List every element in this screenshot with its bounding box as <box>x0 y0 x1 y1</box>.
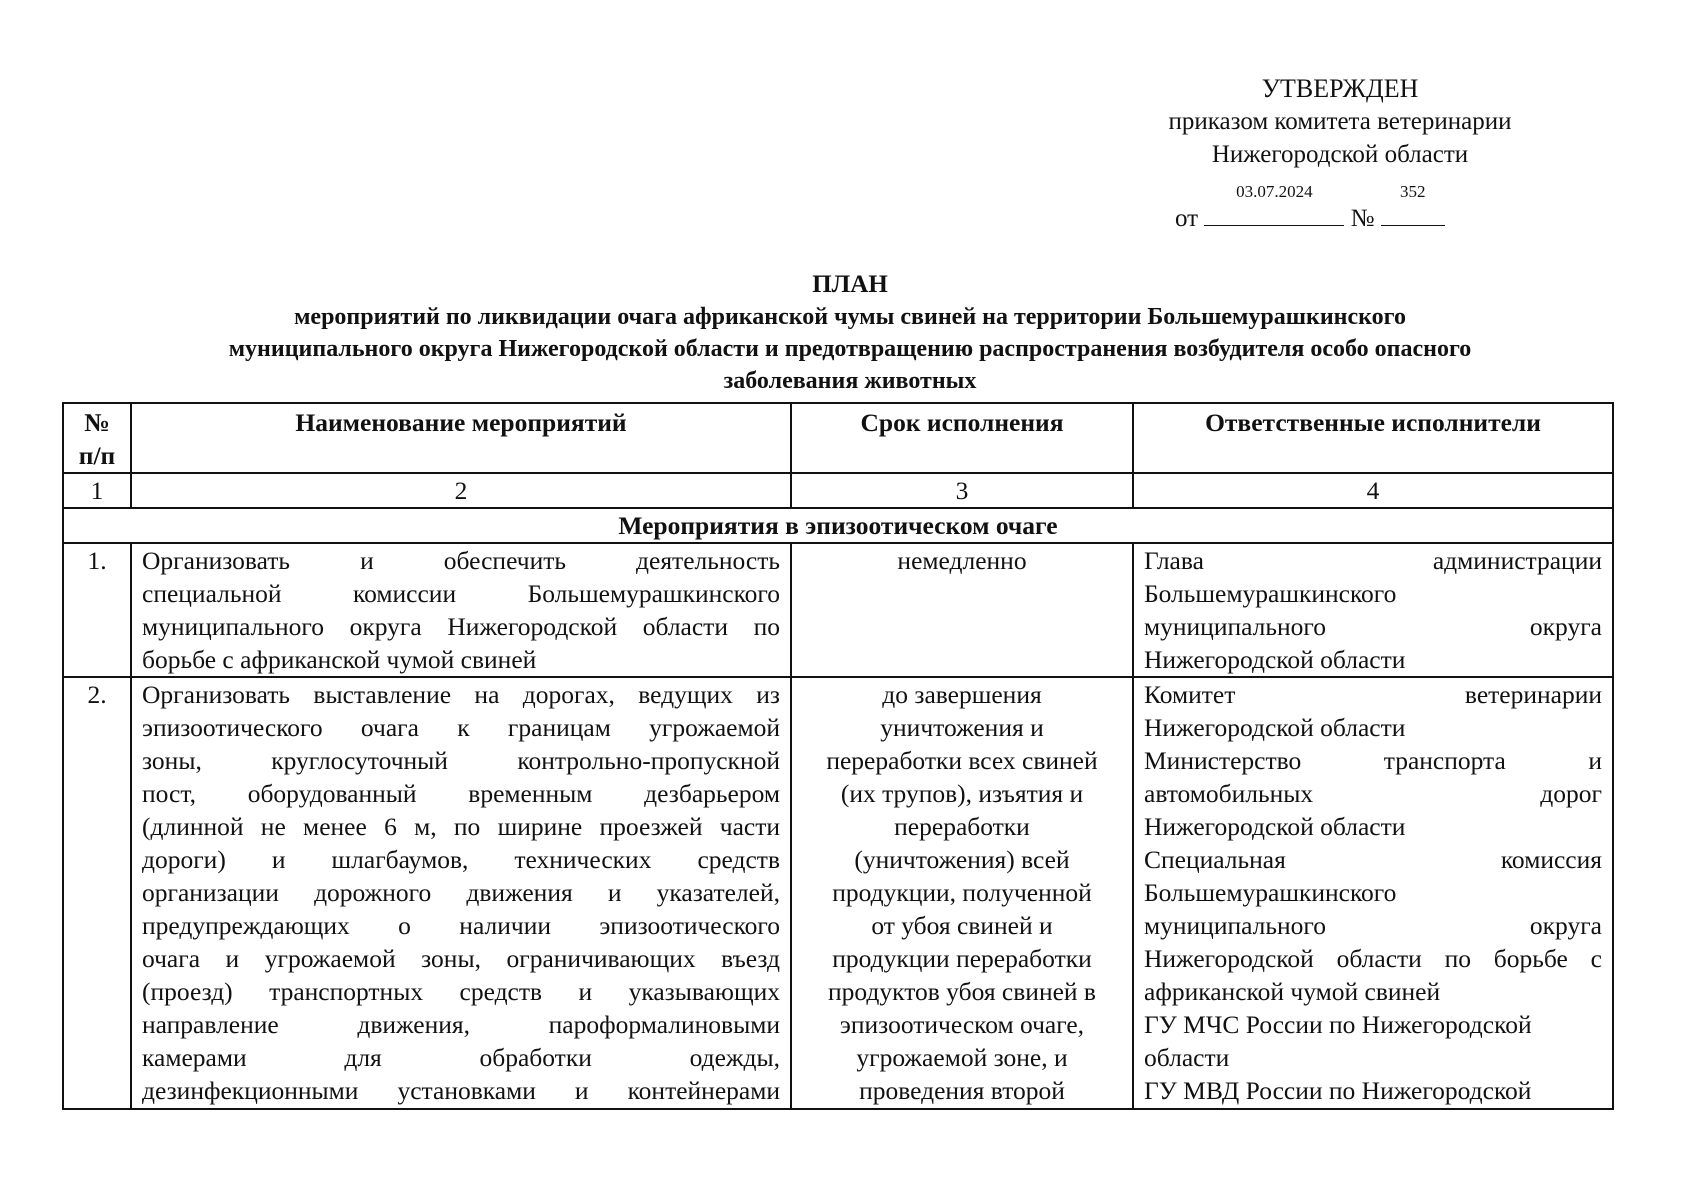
row-number: 2. <box>63 677 131 1109</box>
row-responsible-line: Большемурашкинского <box>1144 579 1397 608</box>
approval-authority: приказом комитета ветеринарии <box>1168 108 1512 135</box>
order-date-field <box>1204 182 1344 226</box>
row-responsible-line: Нижегородской области по борьбе с <box>1144 944 1602 973</box>
section-title: Мероприятия в эпизоотическом очаге <box>63 508 1613 543</box>
approval-stamp <box>1100 72 1580 171</box>
column-number: 4 <box>1133 473 1613 508</box>
row-name-line: предупреждающих о наличии эпизоотического <box>142 911 780 940</box>
header-deadline: Срок исполнения <box>791 403 1133 473</box>
row-deadline-line: переработки <box>894 812 1030 841</box>
row-responsible-line: Нижегородской области <box>1144 713 1406 742</box>
row-name-line: очага и угрожаемой зоны, ограничивающих въезд <box>142 944 780 973</box>
row-name-line: направление движения, пароформалиновыми <box>142 1010 780 1039</box>
row-deadline-line: угрожаемой зоне, и <box>856 1043 1068 1072</box>
row-responsible <box>1133 543 1613 677</box>
table-row <box>63 543 1613 677</box>
order-reference <box>1175 182 1445 233</box>
row-name-line: муниципального округа Нижегородской области по <box>142 612 780 641</box>
row-deadline-line: уничтожения и <box>880 713 1044 742</box>
header-responsible: Ответственные исполнители <box>1133 403 1613 473</box>
row-name <box>131 677 791 1109</box>
row-responsible <box>1133 677 1613 1109</box>
row-responsible-line: муниципального округа <box>1144 612 1602 641</box>
row-responsible-line: муниципального округа <box>1144 911 1602 940</box>
row-name-line: (проезд) транспортных средств и указывающих <box>142 977 780 1006</box>
approval-region: Нижегородской области <box>1211 141 1469 168</box>
row-number: 1. <box>63 543 131 677</box>
row-name-line: дороги) и шлагбаумов, технических средств <box>142 845 780 874</box>
row-name-line: (длинной не менее 6 м, по ширине проезжей части <box>142 812 780 841</box>
row-name-line: дезинфекционными установками и контейнерами <box>142 1076 780 1105</box>
row-deadline-line: переработки всех свиней <box>826 746 1098 775</box>
row-name <box>131 543 791 677</box>
row-responsible-line: ГУ МЧС России по Нижегородской <box>1144 1010 1532 1039</box>
row-name-line: пост, оборудованный временным дезбарьером <box>142 779 780 808</box>
row-responsible-line: Нижегородской области <box>1144 645 1406 674</box>
title-line-1: мероприятий по ликвидации очага африканской чумы свиней на территории Большемурашкинского <box>294 304 1406 330</box>
section-row <box>63 508 1613 543</box>
row-deadline-line: продукции переработки <box>832 944 1092 973</box>
row-deadline-text <box>802 678 1122 1108</box>
number-label: № <box>1350 205 1375 232</box>
row-deadline-line: (уничтожения) всей <box>854 845 1070 874</box>
row-name-text <box>142 678 780 1108</box>
row-deadline-line: продукции, полученной <box>832 878 1092 907</box>
row-deadline-line: от убоя свиней и <box>871 911 1053 940</box>
row-name-line: Организовать выставление на дорогах, ведущих из <box>142 680 780 709</box>
plan-table <box>62 402 1614 1110</box>
title-line-3: заболевания животных <box>723 368 977 394</box>
row-responsible-line: Комитет ветеринарии <box>1144 680 1602 709</box>
order-date: 03.07.2024 <box>1236 182 1313 201</box>
table-row <box>63 677 1613 1109</box>
row-deadline-line: до завершения <box>882 680 1042 709</box>
row-responsible-line: африканской чумой свиней <box>1144 977 1441 1006</box>
row-name-line: зоны, круглосуточный контрольно-пропускной <box>142 746 780 775</box>
row-deadline-line: проведения второй <box>859 1076 1065 1105</box>
title-line-2: муниципального округа Нижегородской области и предотвращению распространения возбудителя особо опасного <box>228 336 1472 362</box>
row-responsible-line: Глава администрации <box>1144 546 1602 575</box>
order-number-field <box>1381 182 1445 226</box>
column-number: 2 <box>131 473 791 508</box>
row-deadline: немедленно <box>791 543 1133 677</box>
row-deadline-line: эпизоотическом очаге, <box>839 1010 1085 1039</box>
document-title <box>60 269 1640 397</box>
row-deadline-line: (их трупов), изъятия и <box>840 779 1084 808</box>
row-deadline <box>791 677 1133 1109</box>
row-responsible-line: области <box>1144 1043 1230 1072</box>
row-responsible-line: автомобильных дорог <box>1144 779 1602 808</box>
row-responsible-line: Нижегородской области <box>1144 812 1406 841</box>
plan-heading: ПЛАН <box>812 271 888 298</box>
row-responsible-line: ГУ МВД России по Нижегородской <box>1144 1076 1532 1105</box>
row-responsible-line: Специальная комиссия <box>1144 845 1602 874</box>
row-responsible-line: Министерство транспорта и <box>1144 746 1602 775</box>
from-label: от <box>1175 205 1199 232</box>
order-number: 352 <box>1399 182 1426 201</box>
row-name-line: Организовать и обеспечить деятельность <box>142 546 780 575</box>
column-number-row <box>63 473 1613 508</box>
approval-title: УТВЕРЖДЕН <box>1261 74 1419 103</box>
row-responsible-line: Большемурашкинского <box>1144 878 1397 907</box>
column-number: 1 <box>63 473 131 508</box>
row-name-line: камерами для обработки одежды, <box>142 1043 780 1072</box>
header-num: № п/п <box>63 403 131 473</box>
row-name-line: эпизоотического очага к границам угрожаемой <box>142 713 780 742</box>
row-responsible-text <box>1144 678 1602 1108</box>
header-name: Наименование мероприятий <box>131 403 791 473</box>
row-deadline-line: продуктов убоя свиней в <box>828 977 1096 1006</box>
row-name-line: организации дорожного движения и указателей, <box>142 878 780 907</box>
column-number: 3 <box>791 473 1133 508</box>
table-header-row <box>63 403 1613 473</box>
row-name-line: борьбе с африканской чумой свиней <box>142 645 537 674</box>
row-name-line: специальной комиссии Большемурашкинского <box>142 579 780 608</box>
